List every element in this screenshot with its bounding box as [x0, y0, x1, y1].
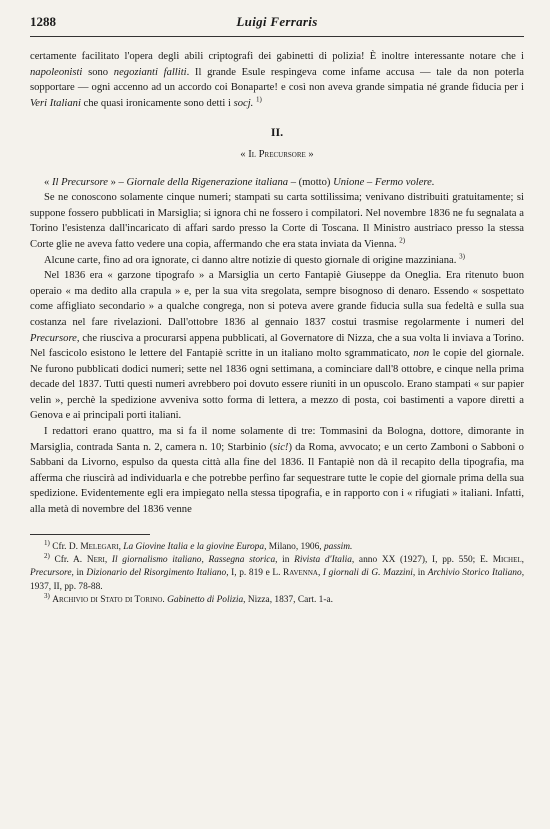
running-head: [30, 14, 524, 34]
footnote-1: $^{1)}$ Cfr. D. Melegari, La Giovine Italia e la giovine Europa, Milano, 1906, passim.: [44, 538, 353, 552]
footnote-ref-2: 2): [399, 236, 406, 245]
footnote-ref-3: 3): [459, 252, 465, 260]
continuation-paragraph: certamente facilitato l'opera degli abili criptografi dei gabinetti di polizia! È inoltre interessante notare che i napoleonisti sono negozianti falliti. Il grande Esule respingeva come infame accusa — tale da non poterla sopportare — ogni accenno ad un accordo coi Bonaparte! e così non aveva grande simpatia né grande fiducia per i Veri Italiani che quasi ironicamente sono detti i socj. $^{1)}$: [30, 51, 525, 109]
running-head-author: Luigi Ferraris: [236, 14, 318, 29]
paragraph-1: Se ne conoscono solamente cinque numeri; stampati su carta sottilissima; venivano distribuiti gratuitamente; si suppone fossero pubblicati in Marsiglia; si ignora chi ne fossero i compilatori. Nel novembre 1836 ne fu segnalata a Torino l'esistenza dall'incaricato di affari sardo presso la Corte di Toscana. Il Ministro austriaco presso la stessa Corte glie ne aveva fatto vedere una copia, affermando che era stata inviata da Vienna. $^{2)}$: [30, 192, 524, 250]
section-number: II.: [270, 125, 284, 140]
footnote-ref-1: 1): [255, 95, 262, 104]
footnote-rule: [30, 534, 150, 535]
section-title: « Il Precursore »: [240, 148, 314, 160]
paragraph-2: Alcune carte, fino ad ora ignorate, ci danno altre notizie di questo giornale di origine mazziniana. $^{3)}$: [44, 252, 465, 266]
main-text: [30, 49, 524, 518]
journal-heading-paragraph: « Il Precursore » – Giornale della Rigenerazione italiana – (motto) Unione – Fermo volere.: [44, 176, 435, 188]
page-number: 1288: [30, 14, 56, 29]
paragraph-4: I redattori erano quattro, ma si fa il nome solamente di tre: Tommasini da Bologna, dottore, dimorante in Marsiglia, contrada Santa n. 2, camera n. 10; Starbinio (sic!) da Roma, avvocato; e un certo Zamboni o Sabboni o Sabbani da Livorno, espulso da questa città alla fine del 1836. Il Fantapiè non dà il recapito della tipografia, ma afferma che riuscirà ad individuarla e che potrebbe perfino far sequestrare tutte le copie del giornale prima della sua spedizione. Evidentemente egli era impiegato nella stessa tipografia, e in rapporto con i « rifugiati » italiani. Infatti, alla metà di novembre del 1836 venne: [30, 426, 524, 516]
paragraph-3: Nel 1836 era « garzone tipografo » a Marsiglia un certo Fantapiè Giuseppe da Oneglia. Era ritenuto buon operaio « ma dedito alla crapula » e, per la sua vita sregolata, sempre bisognoso di denaro. Essendo « sospettato come affigliato secondario » a qualche congrega, non si poteva avere grande fiducia sulla sua fedeltà e sulla sua costanza nel fare rivelazioni. Dall'ottobre 1836 al gennaio 1837 costui trasmise regolarmente i numeri del Precursore, che riusciva a procurarsi appena pubblicati, al Governatore di Nizza, che a sua volta li inviava a Torino. Nel fascicolo esistono le lettere del Fantapiè scritte in un italiano molto sgrammaticato, non le copie del giornale. Ne furono pubblicati dodici numeri; sette nel 1836 ogni settimana, a cominciare dall'8 ottobre, e cinque nella prima decade del 1837. Tutti questi numeri avrebbero poi dovuto essere riuniti in un opuscolo. Erano stampati « sur papier velin », perchè la spedizione avveniva sotto forma di lettera, a mezzo di posta, coi bastimenti a vapore diretti a Genova e ai principali porti italiani.: [30, 270, 525, 422]
footnote-2: $^{2)}$ Cfr. A. Neri, Il giornalismo italiano, Rassegna storica, in Rivista d'Italia, anno XX (1927), I, pp. 550; E. Michel, Precursore, in Dizionario del Risorgimento Italiano, I, p. 819 e L. Ravenna, I giornali di G. Mazzini, in Archivio Storico Italiano, 1937, II, pp. 78-88.: [30, 551, 525, 592]
header-rule: [30, 36, 524, 37]
footnotes: [30, 538, 525, 608]
footnote-3: $^{3)}$ Archivio di Stato di Torino. Gabinetto di Polizia, Nizza, 1837, Cart. 1-a.: [44, 592, 333, 606]
